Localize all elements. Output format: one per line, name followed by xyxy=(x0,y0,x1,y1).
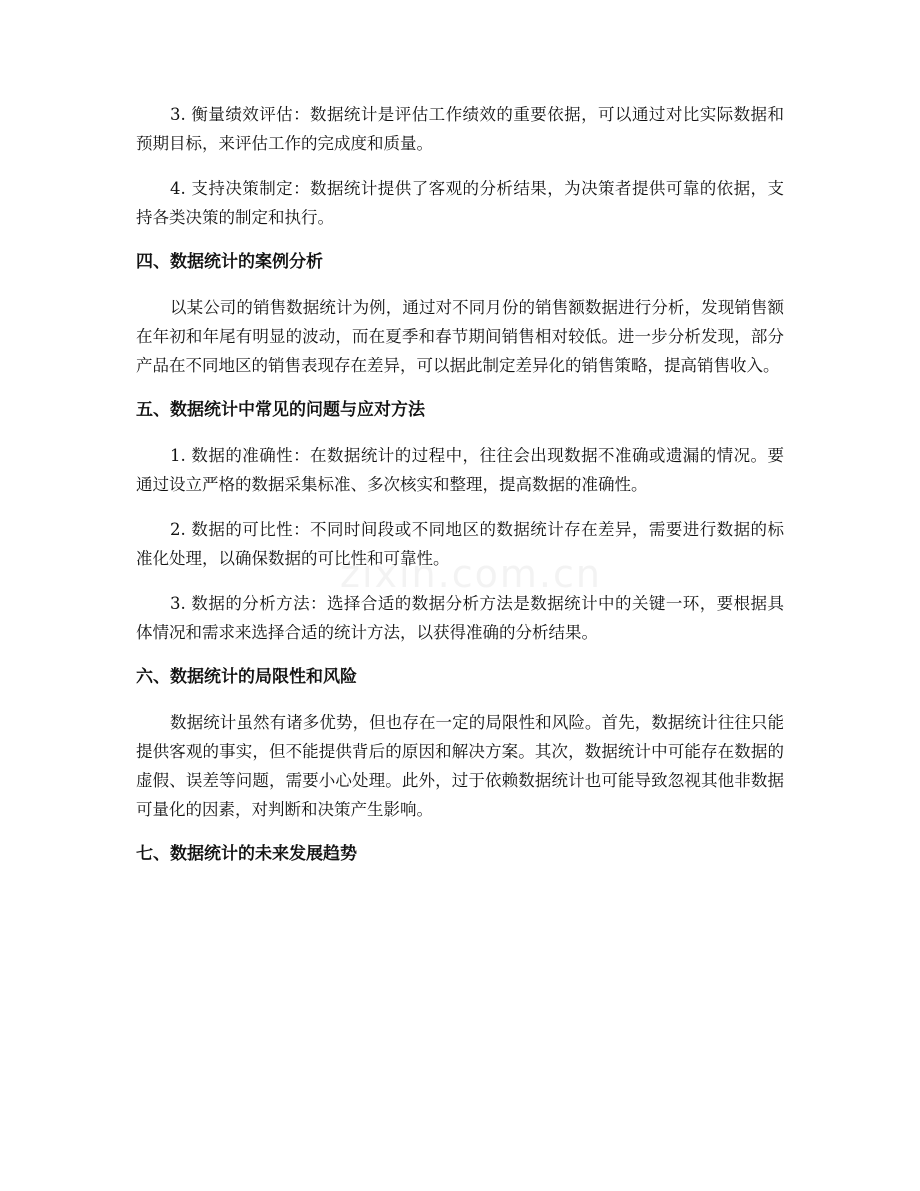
document-body xyxy=(136,100,784,885)
paragraph-decision-support: 4. 支持决策制定：数据统计提供了客观的分析结果，为决策者提供可靠的依据，支持各类决策的制定和执行。 xyxy=(136,179,784,227)
heading-limitations-risks: 六、数据统计的局限性和风险 xyxy=(136,667,357,687)
paragraph-accuracy: 1. 数据的准确性：在数据统计的过程中，往往会出现数据不准确或遗漏的情况。要通过设立严格的数据采集标准、多次核实和整理，提高数据的准确性。 xyxy=(136,446,784,494)
paragraph-analysis-method: 3. 数据的分析方法：选择合适的数据分析方法是数据统计中的关键一环，要根据具体情况和需求来选择合适的统计方法，以获得准确的分析结果。 xyxy=(136,594,784,642)
heading-future-trends: 七、数据统计的未来发展趋势 xyxy=(136,844,357,864)
watermark: zixin.com.cn xyxy=(340,552,602,596)
paragraph-comparability: 2. 数据的可比性：不同时间段或不同地区的数据统计存在差异，需要进行数据的标准化处理，以确保数据的可比性和可靠性。 xyxy=(136,520,784,568)
paragraph-performance-evaluation: 3. 衡量绩效评估：数据统计是评估工作绩效的重要依据，可以通过对比实际数据和预期目标，来评估工作的完成度和质量。 xyxy=(136,105,784,153)
paragraph-limitations-risks: 数据统计虽然有诸多优势，但也存在一定的局限性和风险。首先，数据统计往往只能提供客观的事实，但不能提供背后的原因和解决方案。其次，数据统计中可能存在数据的虚假、误差等问题，需要小心处理。此外，过于依赖数据统计也可能导致忽视其他非数据可量化的因素，对判断和决策产生影响。 xyxy=(136,713,784,819)
paragraph-case-analysis: 以某公司的销售数据统计为例，通过对不同月份的销售额数据进行分析，发现销售额在年初和年尾有明显的波动，而在夏季和春节期间销售相对较低。进一步分析发现，部分产品在不同地区的销售表现存在差异，可以据此制定差异化的销售策略，提高销售收入。 xyxy=(136,298,784,375)
heading-common-problems: 五、数据统计中常见的问题与应对方法 xyxy=(136,400,425,420)
heading-case-analysis: 四、数据统计的案例分析 xyxy=(136,252,323,272)
